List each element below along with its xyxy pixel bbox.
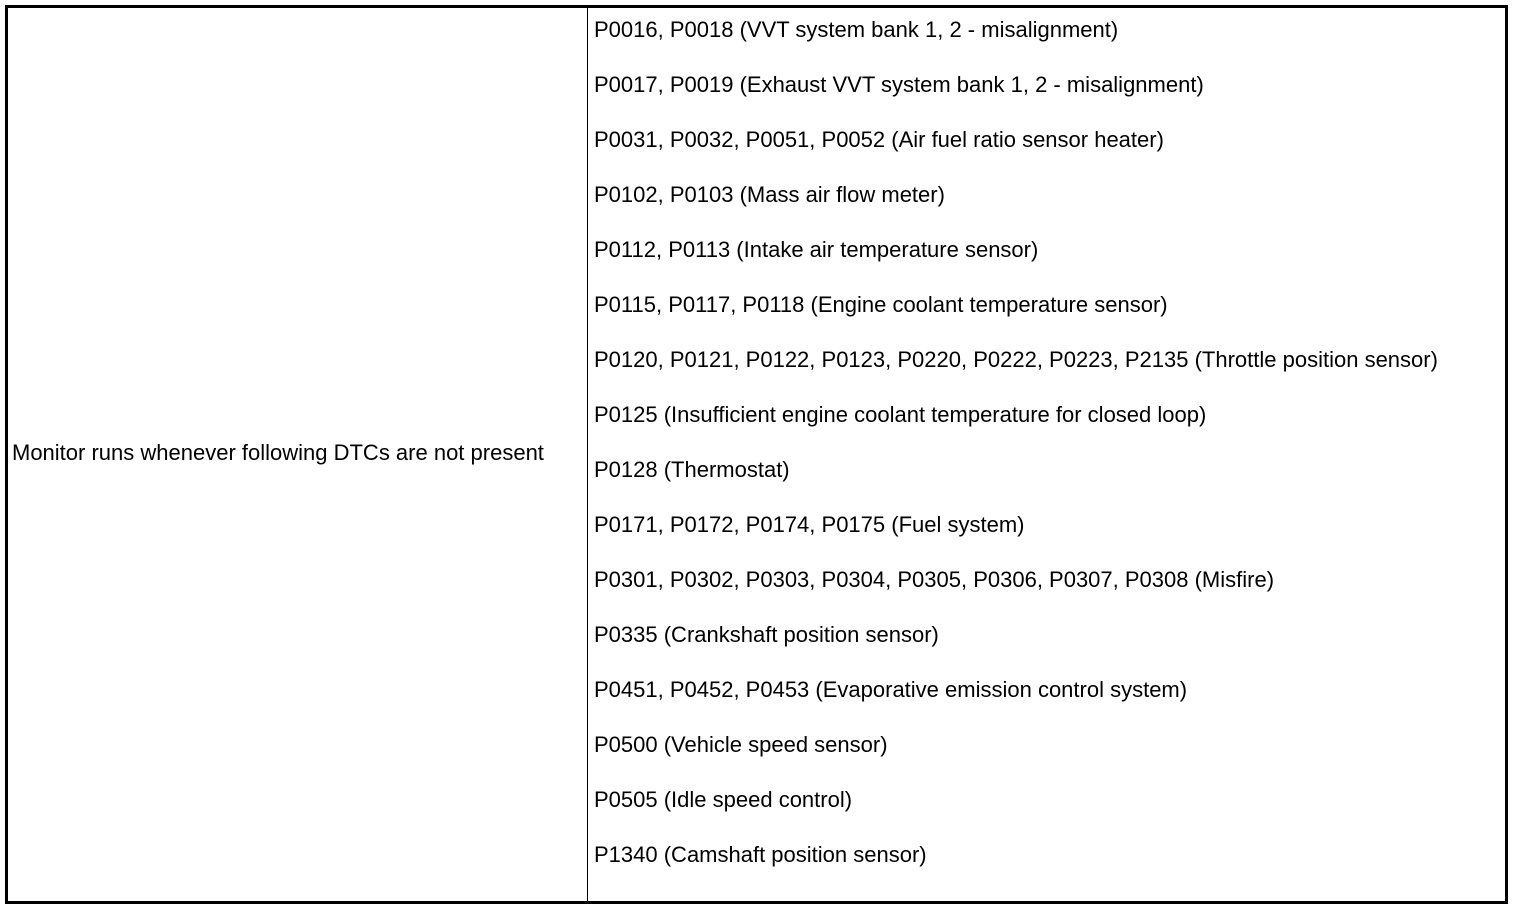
dtc-list-cell <box>588 8 1505 901</box>
condition-text: Monitor runs whenever following DTCs are not present <box>12 439 544 465</box>
dtc-item-fuel-system: P0171, P0172, P0174, P0175 (Fuel system) <box>594 512 1025 537</box>
dtc-item-thermostat: P0128 (Thermostat) <box>594 457 790 482</box>
dtc-item-crankshaft-position: P0335 (Crankshaft position sensor) <box>594 622 939 647</box>
dtc-item-idle-speed: P0505 (Idle speed control) <box>594 787 853 812</box>
condition-cell <box>8 8 588 901</box>
dtc-condition-table <box>5 5 1508 904</box>
dtc-item-throttle-position: P0120, P0121, P0122, P0123, P0220, P0222, P0223, P2135 (Throttle position sensor) <box>594 347 1438 372</box>
dtc-item-insufficient-coolant-temp: P0125 (Insufficient engine coolant temperature for closed loop) <box>594 402 1207 427</box>
dtc-item-intake-air-temp: P0112, P0113 (Intake air temperature sensor) <box>594 237 1039 262</box>
dtc-item-af-sensor-heater: P0031, P0032, P0051, P0052 (Air fuel ratio sensor heater) <box>594 127 1164 152</box>
dtc-item-misfire: P0301, P0302, P0303, P0304, P0305, P0306, P0307, P0308 (Misfire) <box>594 567 1275 592</box>
dtc-item-vehicle-speed: P0500 (Vehicle speed sensor) <box>594 732 888 757</box>
dtc-item-vvt-misalignment: P0016, P0018 (VVT system bank 1, 2 - misalignment) <box>594 17 1119 42</box>
dtc-item-exhaust-vvt-misalignment: P0017, P0019 (Exhaust VVT system bank 1, 2 - misalignment) <box>594 72 1204 97</box>
dtc-list <box>594 15 1485 870</box>
dtc-item-camshaft-position: P1340 (Camshaft position sensor) <box>594 842 927 867</box>
dtc-item-mass-air-flow: P0102, P0103 (Mass air flow meter) <box>594 182 945 207</box>
dtc-item-evap-emission: P0451, P0452, P0453 (Evaporative emission control system) <box>594 677 1188 702</box>
dtc-item-coolant-temp: P0115, P0117, P0118 (Engine coolant temperature sensor) <box>594 292 1168 317</box>
